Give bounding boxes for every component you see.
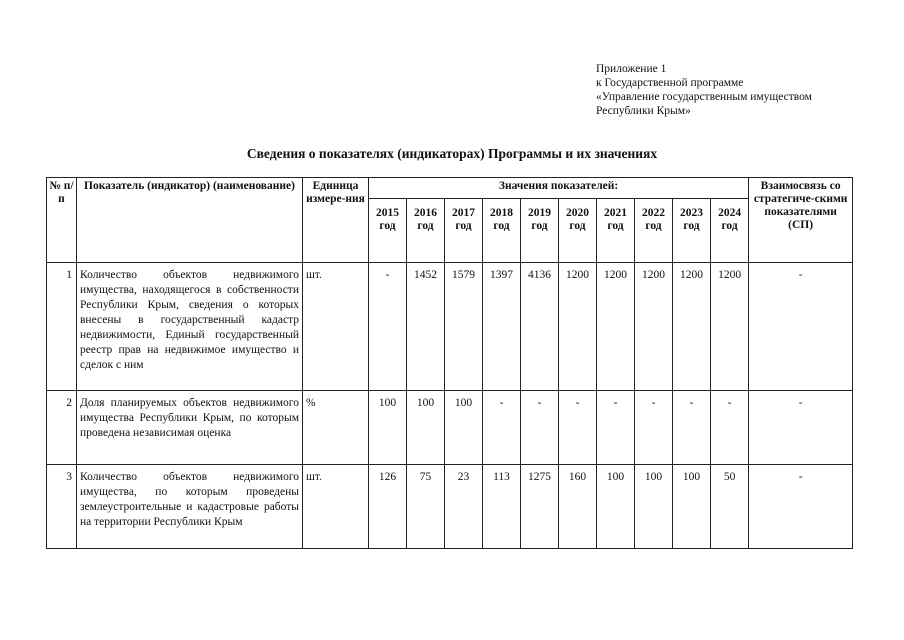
value-cell: 1200 xyxy=(559,263,597,391)
value-cell: - xyxy=(483,391,521,465)
value-cell: 100 xyxy=(597,465,635,549)
appendix-line: Республики Крым» xyxy=(596,105,691,117)
value-cell: - xyxy=(521,391,559,465)
relation-cell: - xyxy=(749,263,853,391)
value-cell: 1200 xyxy=(711,263,749,391)
value-cell: - xyxy=(597,391,635,465)
indicators-table xyxy=(46,177,853,549)
value-cell: 100 xyxy=(369,391,407,465)
value-cell: 1579 xyxy=(445,263,483,391)
appendix-line: к Государственной программе xyxy=(596,77,744,89)
year-header: 2022 год xyxy=(635,199,673,263)
year-header: 2016 год xyxy=(407,199,445,263)
unit-cell: шт. xyxy=(303,465,369,549)
row-number: 2 xyxy=(47,391,77,465)
value-cell: 1275 xyxy=(521,465,559,549)
header-values: Значения показателей: xyxy=(369,178,749,199)
value-cell: 1200 xyxy=(635,263,673,391)
value-cell: - xyxy=(635,391,673,465)
indicator-name: Количество объектов недвижимого имущества, по которым проведены землеустроительные и кадастровые работы на территории Республики Крым xyxy=(77,465,303,549)
value-cell: 4136 xyxy=(521,263,559,391)
value-cell: 126 xyxy=(369,465,407,549)
relation-cell: - xyxy=(749,465,853,549)
value-cell: - xyxy=(369,263,407,391)
year-header: 2020 год xyxy=(559,199,597,263)
value-cell: 100 xyxy=(445,391,483,465)
value-cell: - xyxy=(559,391,597,465)
value-cell: 113 xyxy=(483,465,521,549)
unit-cell: % xyxy=(303,391,369,465)
row-number: 1 xyxy=(47,263,77,391)
header-indicator: Показатель (индикатор) (наименование) xyxy=(77,178,303,263)
appendix-line: Приложение 1 xyxy=(596,63,667,75)
value-cell: 100 xyxy=(673,465,711,549)
year-header: 2017 год xyxy=(445,199,483,263)
document-title: Сведения о показателях (индикаторах) Программы и их значениях xyxy=(246,146,658,161)
value-cell: 1397 xyxy=(483,263,521,391)
value-cell: 23 xyxy=(445,465,483,549)
appendix-line: «Управление государственным имуществом xyxy=(596,91,812,103)
value-cell: 50 xyxy=(711,465,749,549)
value-cell: 1200 xyxy=(673,263,711,391)
row-number: 3 xyxy=(47,465,77,549)
header-relation: Взаимосвязь со стратегиче-скими показателями (СП) xyxy=(749,178,853,263)
value-cell: 1452 xyxy=(407,263,445,391)
table-row xyxy=(47,465,853,549)
table-row xyxy=(47,263,853,391)
value-cell: - xyxy=(673,391,711,465)
appendix-note xyxy=(596,62,812,118)
value-cell: 1200 xyxy=(597,263,635,391)
year-header: 2023 год xyxy=(673,199,711,263)
header-num: № п/п xyxy=(47,178,77,263)
year-header: 2019 год xyxy=(521,199,559,263)
value-cell: 100 xyxy=(635,465,673,549)
header-unit: Единица измере-ния xyxy=(303,178,369,263)
year-header: 2024 год xyxy=(711,199,749,263)
relation-cell: - xyxy=(749,391,853,465)
value-cell: 100 xyxy=(407,391,445,465)
indicator-name: Доля планируемых объектов недвижимого имущества Республики Крым, по которым проведена независимая оценка xyxy=(77,391,303,465)
year-header: 2015 год xyxy=(369,199,407,263)
value-cell: 160 xyxy=(559,465,597,549)
year-header: 2018 год xyxy=(483,199,521,263)
unit-cell: шт. xyxy=(303,263,369,391)
value-cell: 75 xyxy=(407,465,445,549)
year-header: 2021 год xyxy=(597,199,635,263)
value-cell: - xyxy=(711,391,749,465)
indicator-name: Количество объектов недвижимого имущества, находящегося в собственности Республики Крым, сведения о которых внесены в государственный кадастр недвижимости, Единый государственный реестр прав на недвижимое имущество и сделок с ним xyxy=(77,263,303,391)
table-row xyxy=(47,391,853,465)
